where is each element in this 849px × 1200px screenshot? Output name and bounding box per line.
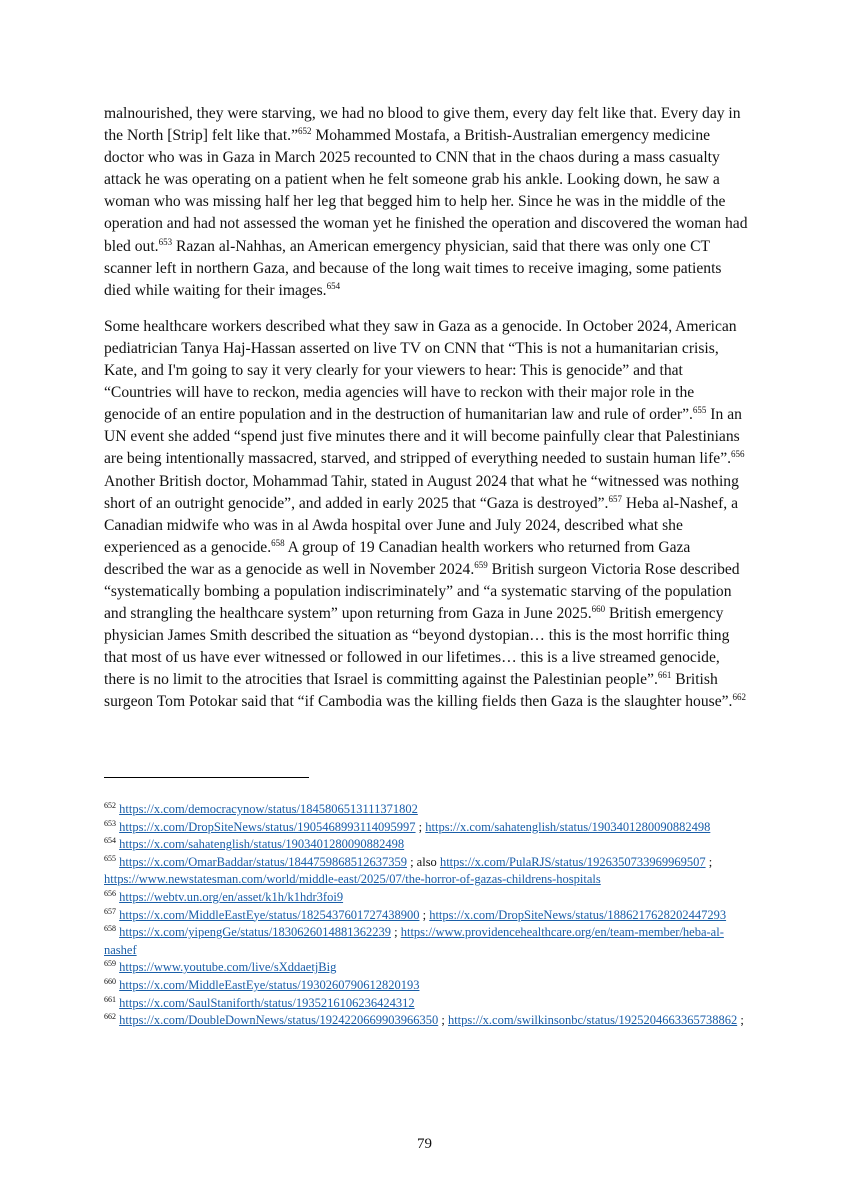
footnote-ref: 658 xyxy=(271,537,285,548)
footnote-separator-text: ; also xyxy=(406,854,440,869)
footnote-separator-text: ; xyxy=(419,907,430,922)
footnote-link[interactable]: https://x.com/OmarBaddar/status/1844759868512637359 xyxy=(119,854,407,869)
footnote-ref: 660 xyxy=(591,604,606,615)
paragraph-text: In an UN event she added “spend just five minutes there and it will become painfully clear that Palestinians are being intentionally massacred, starved, and stripped of everything needed to sustain human life”. xyxy=(104,406,742,468)
paragraph-text: Mohammed Mostafa, a British-Australian emergency medicine doctor who was in Gaza in March 2025 recounted to CNN that in the chaos during a mass casualty attack he was operating on a patient when he felt someone grab his ankle. Looking down, he saw a woman who was missing half her leg that begged him to help her. Since he was in the middle of the operation and had not assessed the woman yet he finished the operation and discovered the woman had bled out. xyxy=(104,127,748,255)
footnote-658 xyxy=(104,924,750,959)
footnote-ref: 654 xyxy=(326,280,341,291)
footnote-link[interactable]: https://x.com/MiddleEastEye/status/1930260790612820193 xyxy=(119,977,420,992)
footnote-ref: 652 xyxy=(298,126,312,137)
paragraph-text: British surgeon Tom Potokar said that “if Cambodia was the killing fields then Gaza is the slaughter house”. xyxy=(104,671,733,711)
paragraph-text: British surgeon Victoria Rose described “systematically bombing a population indiscriminately” and “a systematic starving of the population and strangling the healthcare system” upon returning from Gaza in June 2025. xyxy=(104,560,740,623)
footnote-number: 658 xyxy=(104,924,116,934)
footnote-separator-text: ; xyxy=(737,1013,744,1028)
footnote-link[interactable]: https://www.newstatesman.com/world/middle-east/2025/07/the-horror-of-gazas-childrens-hospitals xyxy=(104,872,601,887)
footnote-link[interactable]: https://x.com/swilkinsonbc/status/1925204663365738862 xyxy=(447,1013,738,1028)
footnote-656 xyxy=(104,889,750,907)
footnote-number: 653 xyxy=(104,818,116,828)
paragraph-text: British emergency physician James Smith described the situation as “beyond dystopian… this is the most horrific thing that most of us have ever witnessed or followed in our lifetimes… this is a live streamed genocide, there is no limit to the atrocities that Israel is committing against the Palestinian people”. xyxy=(104,605,730,689)
footnote-number: 654 xyxy=(104,836,116,846)
footnote-661 xyxy=(104,995,750,1013)
paragraph-text: Some healthcare workers described what they saw in Gaza as a genocide. In October 2024, American pediatrician Tanya Haj-Hassan asserted on live TV on CNN that “This is not a humanitarian crisis, Kate, and I'm going to say it very clearly for your viewers to hear: This is genocide” and that “Countries will have to reckon, media agencies will have to reckon with their major role in the genocide of an entire population and in the destruction of humanitarian law and rule of order”. xyxy=(104,317,737,424)
footnote-link[interactable]: https://www.youtube.com/live/sXddaetjBig xyxy=(119,960,337,975)
footnotes xyxy=(104,801,750,1030)
paragraph-text: malnourished, they were starving, we had no blood to give them, every day felt like that. Every day in the North [Strip] felt like that.” xyxy=(104,105,741,145)
footnote-link[interactable]: https://x.com/democracynow/status/1845806513111371802 xyxy=(119,802,418,816)
footnote-separator xyxy=(104,777,309,778)
paragraph-text: Heba al-Nashef, a Canadian midwife who was in al Awda hospital over June and July 2024, described what she experienced as a genocide. xyxy=(104,494,738,556)
footnote-link[interactable]: https://x.com/sahatenglish/status/1903401280090882498 xyxy=(425,819,711,834)
body-text xyxy=(104,103,750,728)
footnote-link[interactable]: https://x.com/SaulStaniforth/status/1935216106236424312 xyxy=(119,995,415,1010)
footnote-number: 657 xyxy=(104,906,116,916)
footnote-separator-text: ; xyxy=(415,819,426,834)
footnote-link[interactable]: https://x.com/yipengGe/status/1830626014881362239 xyxy=(119,925,391,940)
footnote-number: 660 xyxy=(104,976,116,986)
footnote-number: 662 xyxy=(104,1012,116,1022)
body-paragraph xyxy=(104,316,750,714)
footnote-number: 659 xyxy=(104,959,116,969)
footnote-link[interactable]: https://webtv.un.org/en/asset/k1h/k1hdr3foi9 xyxy=(119,889,344,904)
footnote-654 xyxy=(104,836,750,854)
footnote-660 xyxy=(104,977,750,995)
paragraph-text: Razan al-Nahhas, an American emergency physician, said that there was only one CT scanner left in northern Gaza, and because of the long wait times to receive imaging, some patients died while waiting for their images. xyxy=(104,237,722,299)
footnote-652 xyxy=(104,801,750,819)
footnote-link[interactable]: https://x.com/DoubleDownNews/status/1924220669903966350 xyxy=(119,1013,439,1028)
footnote-659 xyxy=(104,959,750,977)
footnote-ref: 653 xyxy=(158,236,173,247)
paragraph-text: A group of 19 Canadian health workers who returned from Gaza described the war as a genocide as well in November 2024. xyxy=(104,538,691,578)
footnote-link[interactable]: https://x.com/DropSiteNews/status/1886217628202447293 xyxy=(429,907,727,922)
footnote-number: 661 xyxy=(104,994,116,1004)
footnote-ref: 661 xyxy=(657,670,672,681)
footnote-ref: 656 xyxy=(731,449,745,460)
page-number: 79 xyxy=(417,1136,432,1152)
footnote-link[interactable]: https://x.com/MiddleEastEye/status/1825437601727438900 xyxy=(119,907,420,922)
footnote-655 xyxy=(104,854,750,889)
footnote-link[interactable]: https://www.providencehealthcare.org/en/team-member/heba-al-nashef xyxy=(104,925,724,957)
footnote-number: 656 xyxy=(104,888,116,898)
footnote-number: 652 xyxy=(104,801,116,810)
footnote-separator-text: ; xyxy=(438,1013,448,1028)
footnote-ref: 655 xyxy=(692,405,707,416)
footnote-separator-text: ; xyxy=(705,854,713,869)
footnote-ref: 657 xyxy=(608,493,622,504)
footnote-link[interactable]: https://x.com/sahatenglish/status/1903401280090882498 xyxy=(119,837,405,852)
footnote-653 xyxy=(104,819,750,837)
footnote-number: 655 xyxy=(104,853,116,863)
footnote-ref: 659 xyxy=(474,559,488,570)
footnote-657 xyxy=(104,907,750,925)
footnote-separator-text: ; xyxy=(391,925,401,940)
paragraph-text: Another British doctor, Mohammad Tahir, stated in August 2024 that what he “witnessed was nothing short of an outright genocide”, and added in early 2025 that “Gaza is destroyed”. xyxy=(104,472,739,512)
footnote-link[interactable]: https://x.com/DropSiteNews/status/1905468993114095997 xyxy=(119,819,416,834)
body-paragraph xyxy=(104,103,750,302)
footnote-662 xyxy=(104,1012,750,1030)
footnote-ref: 662 xyxy=(732,692,746,703)
footnote-link[interactable]: https://x.com/PulaRJS/status/1926350733969969507 xyxy=(439,854,706,869)
